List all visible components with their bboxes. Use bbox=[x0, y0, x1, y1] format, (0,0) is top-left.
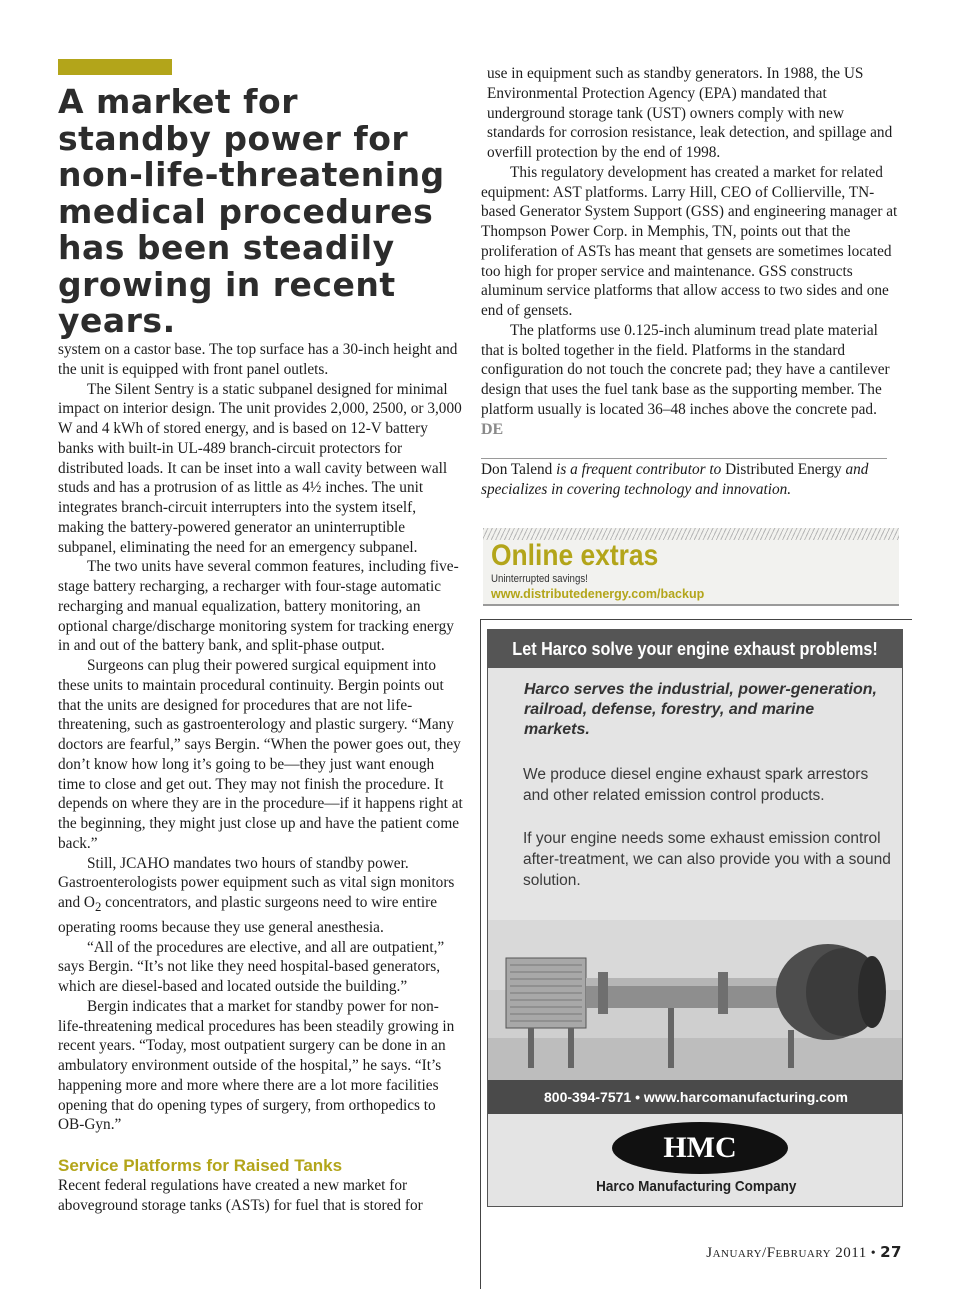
body-paragraph: “All of the procedures are elective, and all are outpatient,” says Bergin. “It’s not like they need hospital-based generators, which are diesel-based and located outside the building.” bbox=[58, 938, 445, 996]
left-column bbox=[58, 340, 464, 1216]
body-paragraph: Surgeons can plug their powered surgical equipment into these units to maintain procedural continuity. Bergin points out that the units are designed for procedures that are not life-threatening, such as gastroenterology and plastic surgery. “Many doctors are fearful,” says Bergin. “When the power goes out, they don’t know how long it’s going to be—they just want enough time to close and get out. They may not finish the procedure. It depends on where they are in the procedure—if it happens right at the beginning, they might just close up and have the patient come back.” bbox=[58, 657, 463, 852]
ad-paragraph: If your engine needs some exhaust emission control after-treatment, we can also provide you with a sound solution. bbox=[523, 830, 891, 889]
pull-quote: A market for standby power for non-life-threatening medical procedures has been steadily growing in recent years. bbox=[58, 82, 445, 340]
ad-headline-text: Let Harco solve your engine exhaust problems! bbox=[512, 639, 878, 659]
author-text: is a frequent contributor to bbox=[552, 461, 726, 478]
hmc-logo: HMC bbox=[612, 1122, 788, 1174]
body-paragraph-jcaho bbox=[58, 854, 464, 938]
online-extras-subtitle: Uninterrupted savings! bbox=[491, 573, 588, 585]
online-extras-title: Online extras bbox=[491, 539, 659, 572]
body-paragraph-final bbox=[481, 321, 901, 440]
jcaho-text-start: Still, JCAHO mandates two hours of standby power. Gastroenterologists power equipment such as vital sign monitors and O bbox=[58, 854, 455, 911]
body-paragraph: system on a castor base. The top surface has a 30-inch height and the unit is equipped with front panel outlets. bbox=[58, 341, 458, 378]
body-paragraph: Bergin indicates that a market for standby power for non-life-threatening medical procedures has been steadily growing in recent years. “Today, most outpatient surgery can be done in an ambulatory environment outside of the hospital,” he says. “It’s happening more and more where there are a lot more facilities opening that do opening types of surgery, from orthopedics to OB-Gyn.” bbox=[58, 997, 455, 1134]
ad-paragraph: We produce diesel engine exhaust spark arrestors and other related emission control products. bbox=[523, 766, 869, 804]
end-mark: DE bbox=[481, 420, 504, 438]
author-divider bbox=[481, 458, 887, 459]
ad-company-text: Harco Manufacturing Company bbox=[595, 1178, 797, 1195]
ad-company-name bbox=[488, 1178, 903, 1195]
ad-markets: Harco serves the industrial, power-generation, railroad, defense, forestry, and marine markets. bbox=[524, 681, 877, 738]
author-text: and specializes in covering technology and innovation. bbox=[481, 461, 869, 498]
section-heading: Service Platforms for Raised Tanks bbox=[58, 1156, 343, 1176]
exhaust-equipment-photo bbox=[488, 920, 903, 1080]
publication-name: Distributed Energy bbox=[725, 461, 842, 478]
ad-contact-bar bbox=[488, 1080, 903, 1114]
online-extras-box bbox=[483, 528, 899, 606]
right-column bbox=[481, 64, 901, 439]
accent-bar bbox=[58, 59, 172, 75]
ad-phone[interactable]: 800-394-7571 bbox=[544, 1089, 632, 1105]
online-extras-link[interactable]: www.distributedenergy.com/backup bbox=[491, 587, 705, 601]
body-paragraph: Recent federal regulations have created a new market for aboveground storage tanks (ASTs) for fuel that is stored for bbox=[58, 1177, 423, 1214]
advertisement bbox=[487, 629, 903, 1207]
ad-headline bbox=[488, 630, 902, 668]
page-number: 27 bbox=[880, 1243, 902, 1261]
ad-website-link[interactable]: www.harcomanufacturing.com bbox=[643, 1089, 848, 1105]
page-folio bbox=[706, 1243, 902, 1262]
bullet-separator: • bbox=[635, 1089, 644, 1105]
issue-date: January/February 2011 bbox=[706, 1245, 867, 1261]
author-name: Don Talend bbox=[481, 461, 553, 478]
bullet-separator: • bbox=[870, 1246, 881, 1261]
final-paragraph-text: The platforms use 0.125-inch aluminum tread plate material that is bolted together in the field. Platforms in the standard configuration do not touch the concrete pad; they have a cantilever design that uses the fuel tank base as the supporting member. The platform usually is located 36–48 inches above the concrete pad. bbox=[481, 321, 890, 418]
body-paragraph: The two units have several common features, including five-stage battery recharging, a recharger with four-stage automatic recharging and manual equalization, battery monitoring, an optional charge/discharge monitoring system for tracking energy in and out of the battery bank, and split-phase output. bbox=[58, 558, 459, 655]
oxygen-subscript: 2 bbox=[94, 900, 102, 915]
body-paragraph: This regulatory development has created a market for related equipment: AST platforms. Larry Hill, CEO of Collierville, TN-based Generator System Support (GSS) and engineering manager at Thompson Power Corp. in Memphis, TN, points out that the proliferation of ASTs has meant that gensets are sometimes located too high for proper service and maintenance. GSS constructs aluminum service platforms that allow access to two sides and one end of gensets. bbox=[481, 163, 898, 319]
body-paragraph: use in equipment such as standby generators. In 1988, the US Environmental Protection Agency (EPA) mandated that underground storage tank (UST) owners comply with new standards for corrosion resistance, leak detection, and spillage and overfill protection by the end of 1998. bbox=[487, 65, 893, 161]
jcaho-text-end: concentrators, and plastic surgeons need to wire entire operating rooms because they use general anesthesia. bbox=[58, 894, 438, 936]
body-paragraph: The Silent Sentry is a static subpanel designed for minimal impact on interior design. The unit provides 2,000, 2500, or 3,000 W and 4 kWh of stored energy, and is based on 12-V battery banks with built-in UL-489 branch-circuit protectors for distributed loads. It can be inset into a wall cavity between wall studs and has a protrusion of as little as 4½ inches. The unit integrates branch-circuit interrupters into the system itself, making the battery-powered generator an uninterruptible subpanel, eliminating the need for an emergency subpanel. bbox=[58, 380, 462, 556]
author-note bbox=[481, 460, 901, 500]
